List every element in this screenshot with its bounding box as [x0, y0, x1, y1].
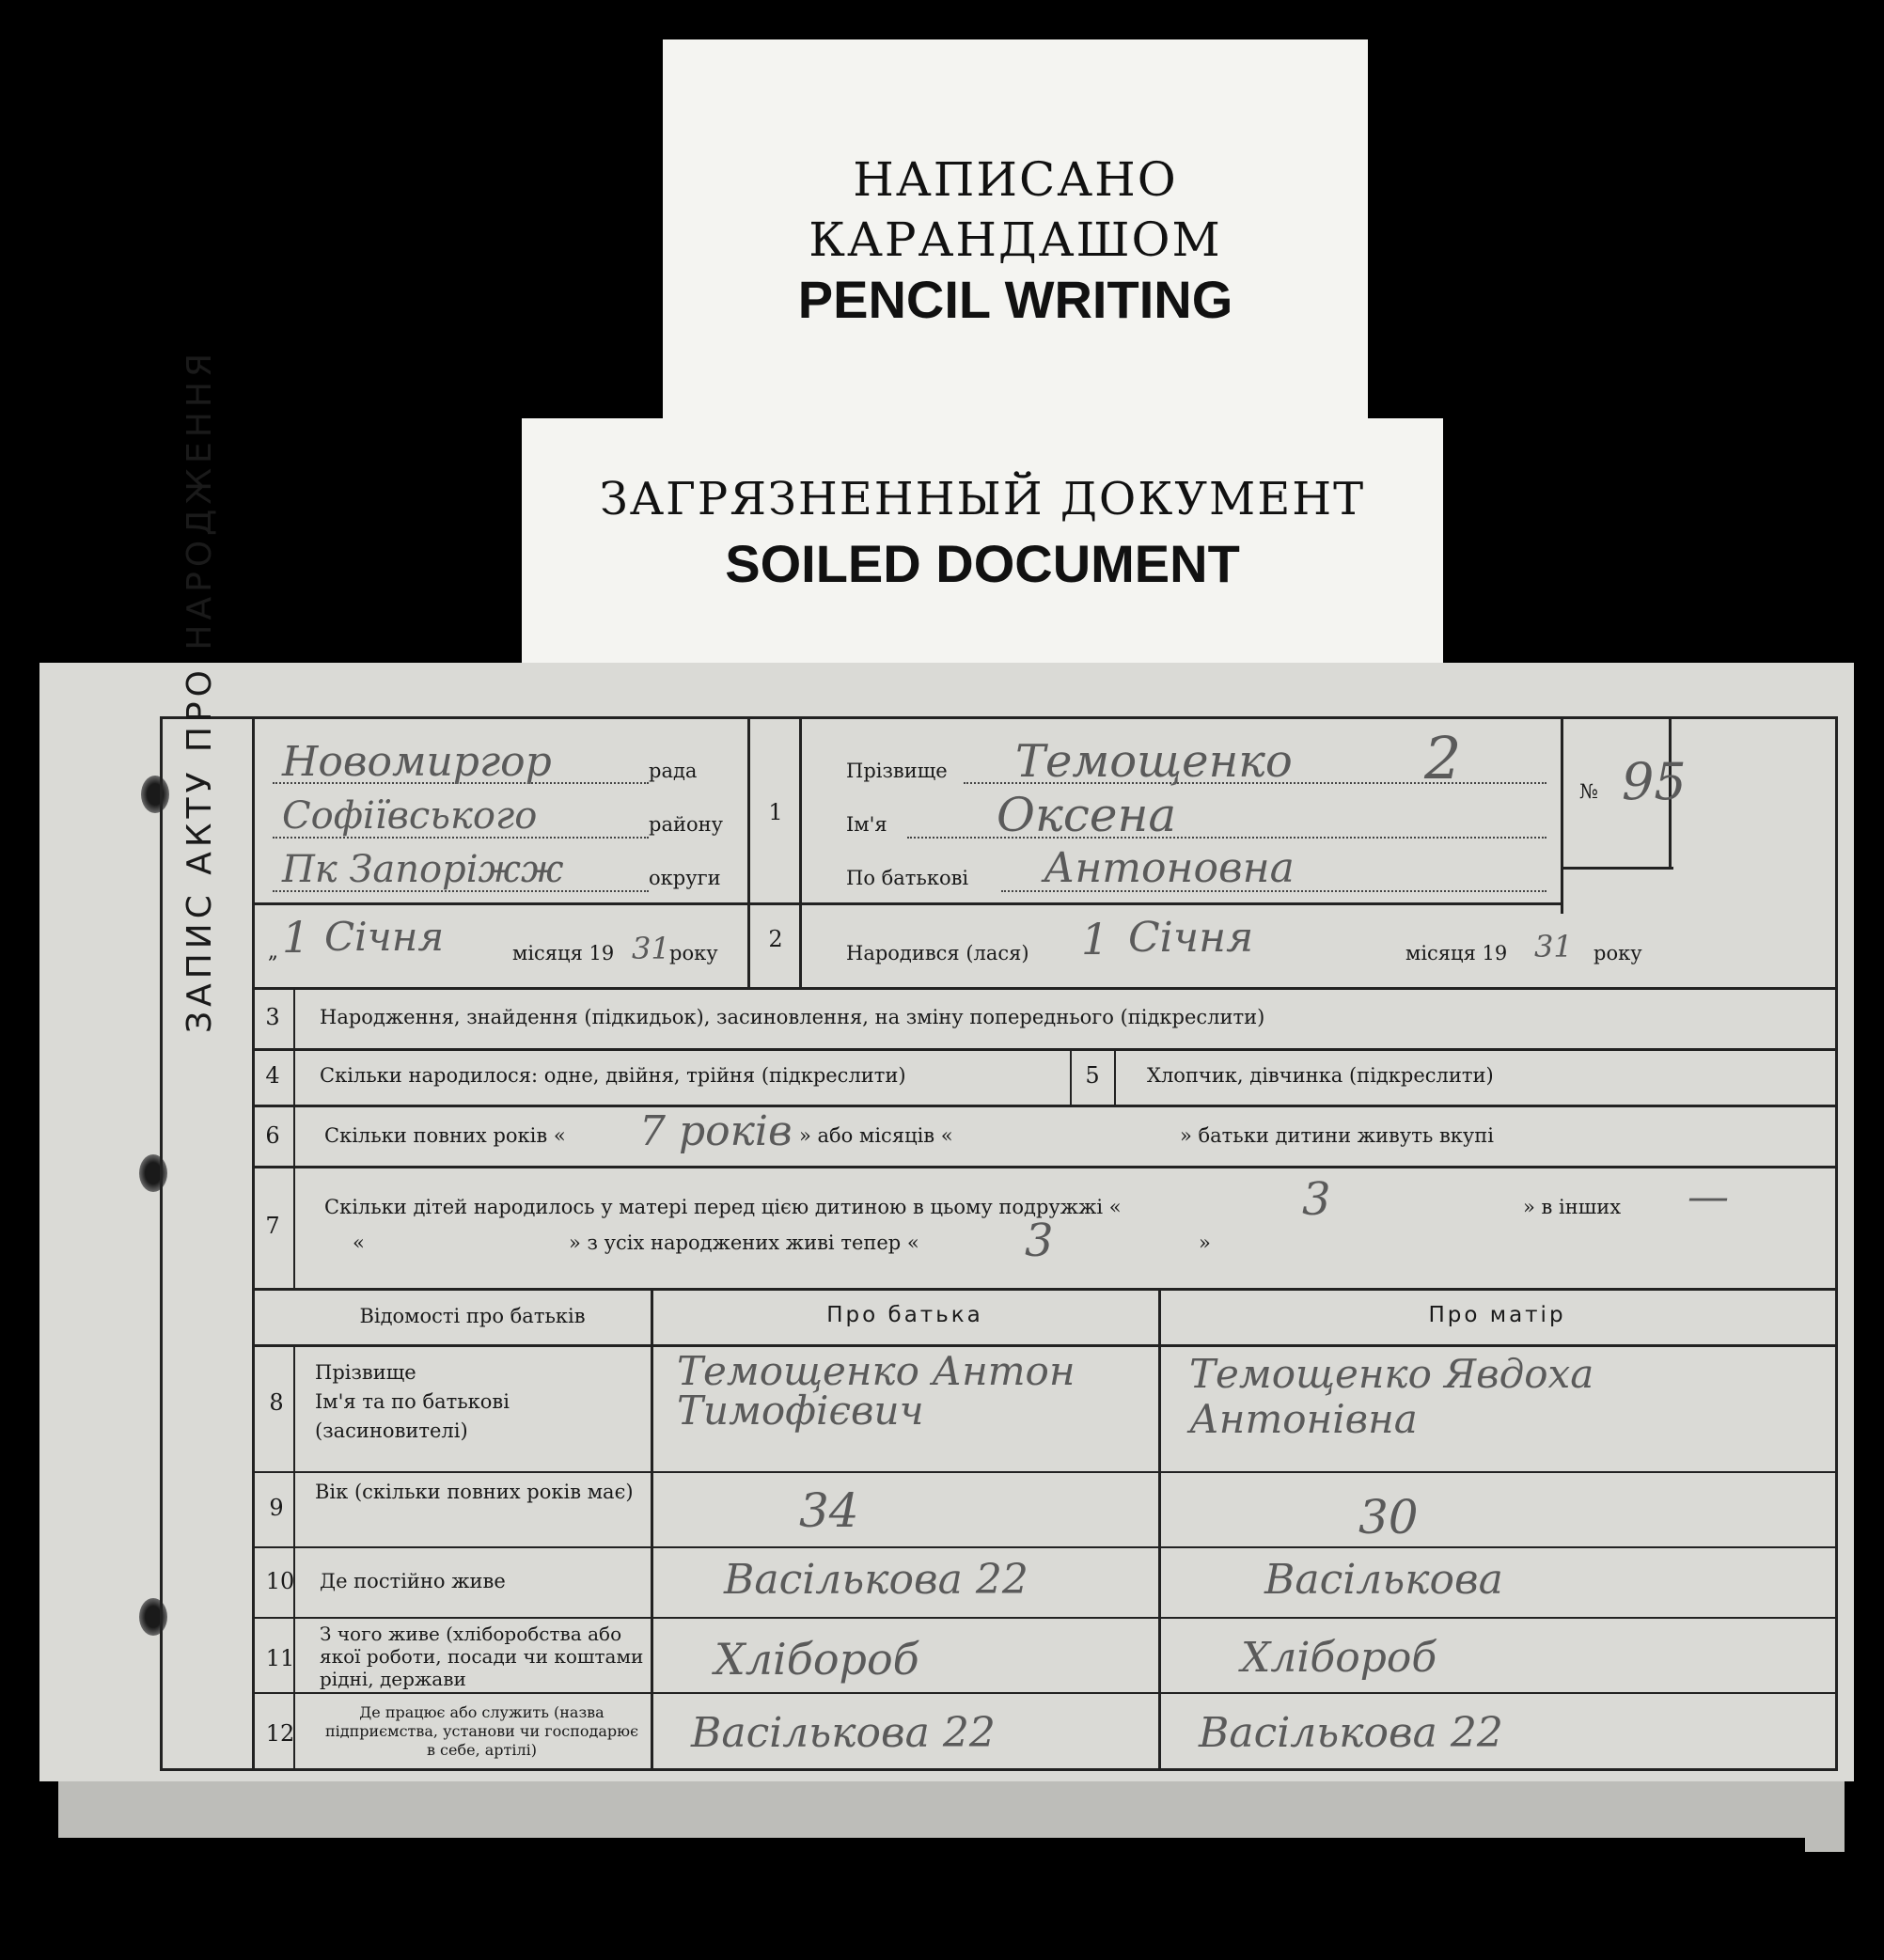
row-10-label: Де постійно живе: [320, 1570, 506, 1592]
row-number-8: 8: [269, 1389, 284, 1416]
born-year-label: року: [1594, 942, 1642, 964]
soiled-label-ru: ЗАГРЯЗНЕННЫЙ ДОКУМЕНТ: [599, 473, 1366, 525]
father-age-handwriting: 34: [799, 1483, 859, 1538]
reg-quote: „: [268, 940, 278, 963]
children-alive-handwriting: 3: [1025, 1215, 1054, 1267]
name-handwriting: Оксена: [997, 788, 1177, 842]
field-number-2: 2: [768, 926, 783, 952]
reg-month-label: місяця 19: [512, 942, 615, 964]
row-number-4: 4: [265, 1062, 280, 1089]
father-occupation-handwriting: Хлібороб: [714, 1634, 919, 1685]
divider: [252, 1546, 1836, 1548]
reg-year-handwriting: 31: [632, 931, 670, 966]
patronymic-label: По батькові: [846, 867, 969, 889]
field-number-1: 1: [768, 799, 783, 825]
soiled-document-label: [522, 418, 1443, 663]
divider: [252, 1288, 1836, 1291]
divider: [252, 716, 255, 1771]
row-number-11: 11: [265, 1645, 295, 1671]
card-stack-bottom: [58, 1781, 1826, 1838]
row-9-label: Вік (скільки повних років має): [315, 1481, 634, 1503]
divider: [1114, 1048, 1116, 1106]
row-8-label: Прізвище Ім'я та по батькові (засиновителі): [315, 1361, 510, 1442]
divider: [252, 1471, 1836, 1473]
rayon-label: району: [649, 813, 723, 836]
divider: [252, 1344, 1836, 1347]
divider: [252, 1166, 1836, 1168]
rayon-handwriting: Софіївського: [282, 794, 538, 838]
surname-label: Прізвище: [846, 760, 948, 782]
okruha-label: округи: [649, 867, 721, 889]
divider: [252, 987, 1836, 990]
pencil-label-ru-line2: КАРАНДАШОМ: [809, 212, 1222, 267]
row-number-3: 3: [265, 1004, 280, 1030]
born-month-handwriting: Січня: [1128, 914, 1254, 962]
mother-age-handwriting: 30: [1358, 1490, 1419, 1544]
row-number-6: 6: [265, 1122, 280, 1149]
row-number-10: 10: [265, 1568, 295, 1594]
divider: [252, 902, 1561, 905]
reg-day-handwriting: 1: [282, 912, 310, 963]
number-handwriting: 95: [1622, 752, 1687, 811]
born-label: Народився (лася): [846, 942, 1029, 964]
number-label: №: [1579, 780, 1598, 803]
surname-mark-handwriting: 2: [1424, 724, 1462, 792]
row-12-label: Де працює або служить (назва підприємства, установи чи господарює в себе, артілі): [324, 1703, 639, 1759]
father-address-handwriting: Васількова 22: [724, 1556, 1028, 1604]
col-header-info: Відомості про батьків: [359, 1305, 586, 1327]
rada-label: рада: [649, 760, 698, 782]
father-name-handwriting: Темощенко Антон Тимофієвич: [677, 1348, 1075, 1434]
row-number-7: 7: [265, 1213, 280, 1239]
col-header-father: Про батька: [826, 1303, 983, 1327]
col-header-mother: Про матір: [1428, 1303, 1566, 1327]
vertical-form-title: ЗАПИС АКТУ ПРО НАРОДЖЕННЯ: [181, 349, 219, 1033]
name-label: Ім'я: [846, 813, 887, 836]
row-6-text-c: » батьки дитини живуть вкупі: [1180, 1124, 1494, 1147]
divider: [1158, 1288, 1161, 1771]
row-7-text-e: »: [1199, 1231, 1211, 1254]
divider: [799, 716, 802, 989]
row-number-9: 9: [269, 1495, 284, 1521]
row-7-text-a: Скільки дітей народилось у матері перед цією дитиною в цьому подружжі «: [324, 1196, 1122, 1218]
row-4-text: Скільки народилося: одне, двійня, трійня (підкреслити): [320, 1064, 906, 1087]
row-6-text-a: Скільки повних років «: [324, 1124, 566, 1147]
soiled-label-en: SOILED DOCUMENT: [725, 534, 1240, 593]
pencil-label-ru-line1: НАПИСАНО: [853, 152, 1178, 207]
surname-handwriting: Темощенко: [1015, 735, 1293, 788]
row-11-label: З чого живе (хліборобства або якої роботи, посади чи коштами рідні, держави: [320, 1623, 644, 1690]
row-7-text-d: » з усіх народжених живі тепер «: [569, 1231, 919, 1254]
children-this-handwriting: 3: [1302, 1173, 1331, 1226]
divider: [1070, 1048, 1072, 1106]
born-year-handwriting: 31: [1534, 929, 1573, 964]
divider: [252, 1048, 1836, 1051]
born-day-handwriting: 1: [1081, 914, 1109, 964]
row-7-text-c: «: [353, 1231, 365, 1254]
reg-month-handwriting: Січня: [324, 914, 445, 960]
divider: [252, 1692, 1836, 1694]
father-work-handwriting: Васількова 22: [691, 1709, 996, 1757]
divider: [293, 987, 295, 1290]
rada-handwriting: Новомиргор: [282, 738, 552, 786]
mother-address-handwriting: Васількова: [1264, 1556, 1503, 1604]
row-3-text: Народження, знайдення (підкидьок), засиновлення, на зміну попереднього (підкреслити): [320, 1006, 1265, 1028]
divider: [252, 1617, 1836, 1619]
years-together-handwriting: 7 років: [639, 1107, 793, 1155]
reg-year-label: року: [669, 942, 718, 964]
row-number-5: 5: [1085, 1062, 1100, 1089]
divider: [1561, 867, 1673, 870]
divider: [747, 716, 750, 989]
divider: [1561, 716, 1563, 914]
row-5-text: Хлопчик, дівчинка (підкреслити): [1147, 1064, 1494, 1087]
row-number-12: 12: [265, 1720, 295, 1747]
children-other-handwriting: —: [1688, 1173, 1729, 1221]
pencil-label-en: PENCIL WRITING: [797, 270, 1233, 329]
mother-name-handwriting: Темощенко Явдоха Антонівна: [1189, 1351, 1594, 1442]
divider: [252, 1105, 1836, 1107]
pencil-writing-label: [663, 39, 1368, 425]
mother-work-handwriting: Васількова 22: [1199, 1709, 1503, 1757]
row-7-text-b: » в інших: [1523, 1196, 1622, 1218]
born-month-label: місяця 19: [1405, 942, 1508, 964]
patronymic-handwriting: Антоновна: [1044, 844, 1295, 892]
divider: [651, 1288, 653, 1771]
mother-occupation-handwriting: Хлібороб: [1241, 1634, 1437, 1682]
okruha-handwriting: Пк Запоріжж: [282, 848, 564, 891]
row-6-text-b: » або місяців «: [799, 1124, 953, 1147]
